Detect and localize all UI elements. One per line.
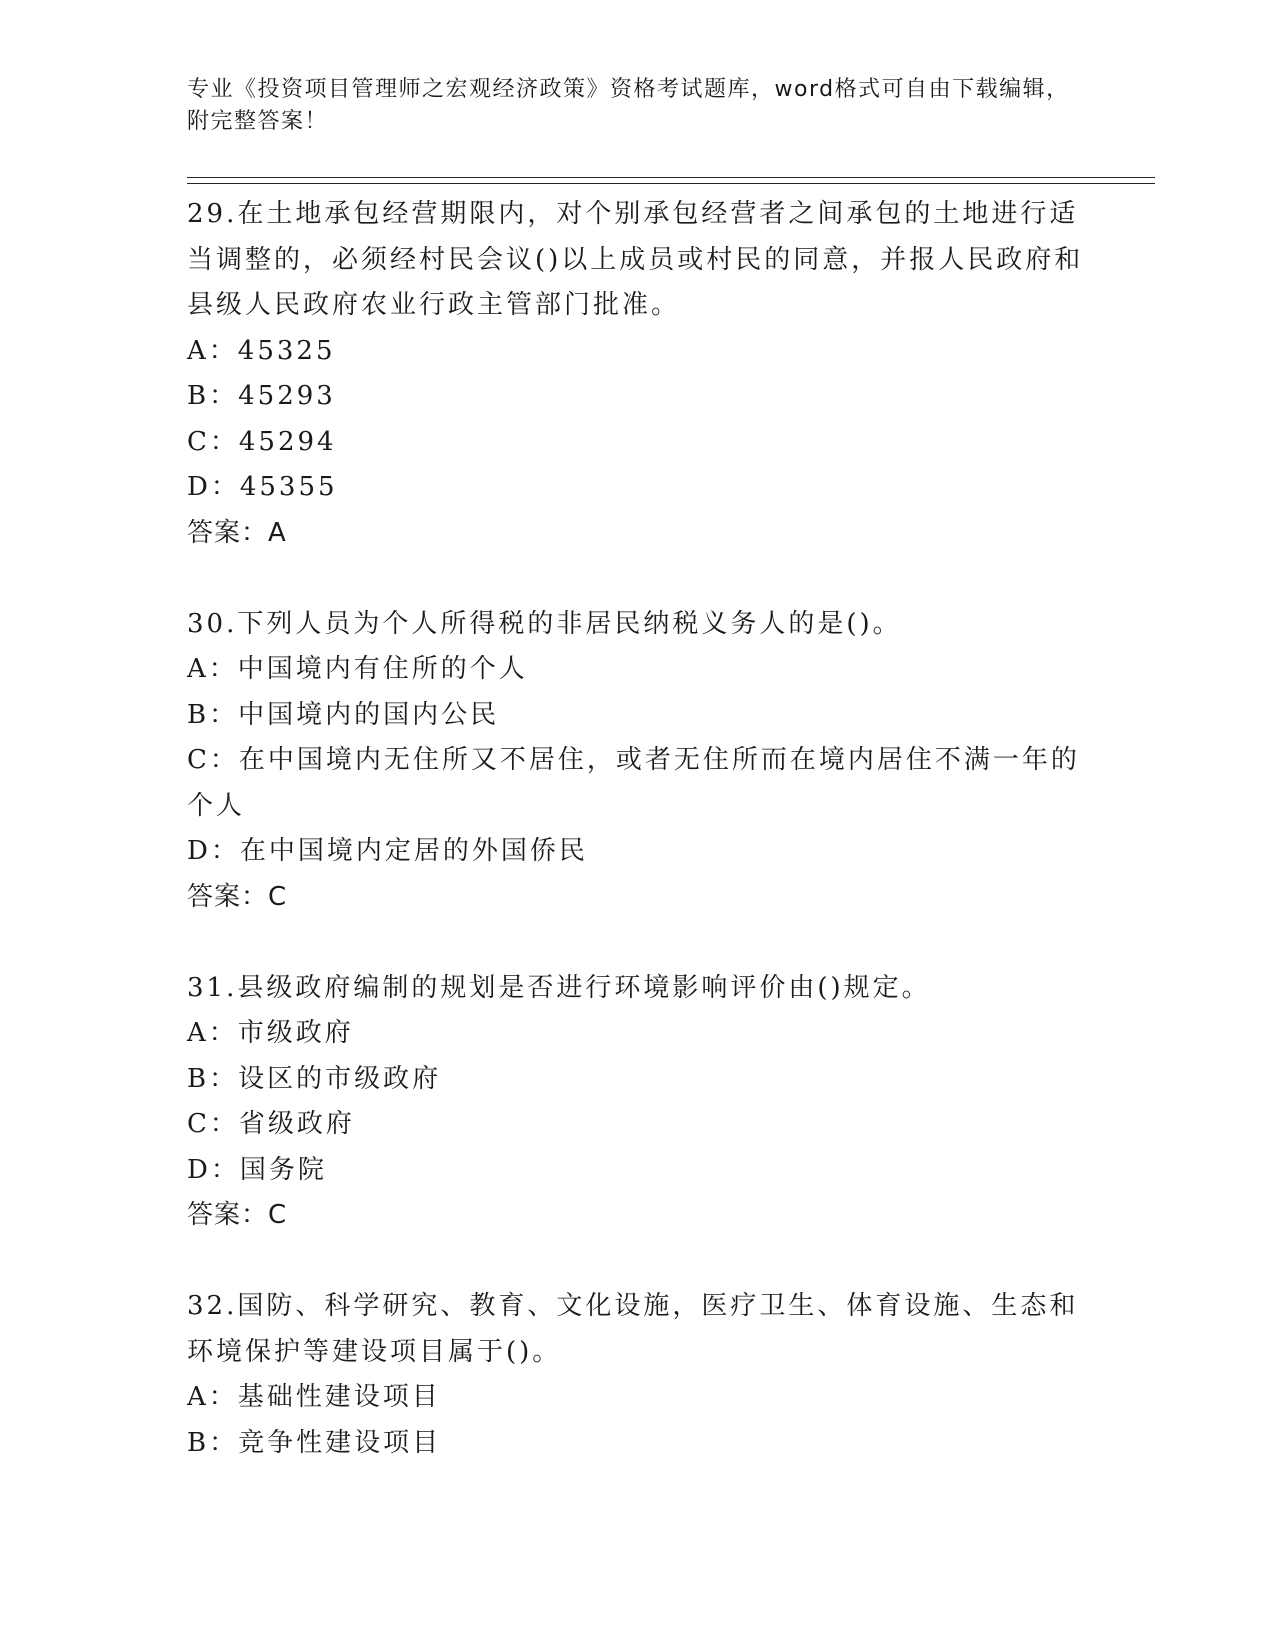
answer: 答案：A	[187, 517, 287, 548]
option-b: B：45293	[187, 381, 336, 411]
answer: 答案：C	[187, 1200, 288, 1230]
option-d: D：国务院	[187, 1154, 327, 1185]
question-stem: 31.县级政府编制的规划是否进行环境影响评价由()规定。	[187, 972, 931, 1003]
option-a: A：基础性建设项目	[187, 1382, 441, 1412]
question-31	[187, 966, 1087, 1239]
question-list	[187, 192, 1087, 1466]
header-divider-bottom	[187, 183, 1155, 184]
option-a: A：45325	[187, 335, 336, 366]
option-c: C：在中国境内无住所又不居住，或者无住所而在境内居住不满一年的个人	[187, 745, 1080, 821]
question-stem: 30.下列人员为个人所得税的非居民纳税义务人的是()。	[187, 608, 902, 639]
option-d: D：45355	[187, 472, 338, 502]
question-30	[187, 602, 1087, 921]
header-divider-top	[187, 177, 1155, 178]
option-c: C：45294	[187, 426, 337, 457]
question-stem: 29.在土地承包经营期限内，对个别承包经营者之间承包的土地进行适当调整的，必须经村民会议()以上成员或村民的同意，并报人民政府和县级人民政府农业行政主管部门批准。	[187, 199, 1084, 320]
option-c: C：省级政府	[187, 1109, 355, 1139]
option-a: A：市级政府	[187, 1018, 354, 1048]
option-a: A：中国境内有住所的个人	[187, 654, 528, 684]
document-header: 专业《投资项目管理师之宏观经济政策》资格考试题库，word格式可自由下载编辑，附完整答案！	[187, 77, 1070, 134]
option-b: B：中国境内的国内公民	[187, 699, 500, 730]
option-d: D：在中国境内定居的外国侨民	[187, 836, 588, 866]
option-b: B：设区的市级政府	[187, 1063, 442, 1094]
option-b: B：竞争性建设项目	[187, 1427, 442, 1458]
answer: 答案：C	[187, 881, 288, 912]
question-29	[187, 192, 1087, 556]
question-32	[187, 1284, 1087, 1466]
question-stem: 32.国防、科学研究、教育、文化设施，医疗卫生、体育设施、生态和环境保护等建设项目属于()。	[187, 1291, 1079, 1367]
